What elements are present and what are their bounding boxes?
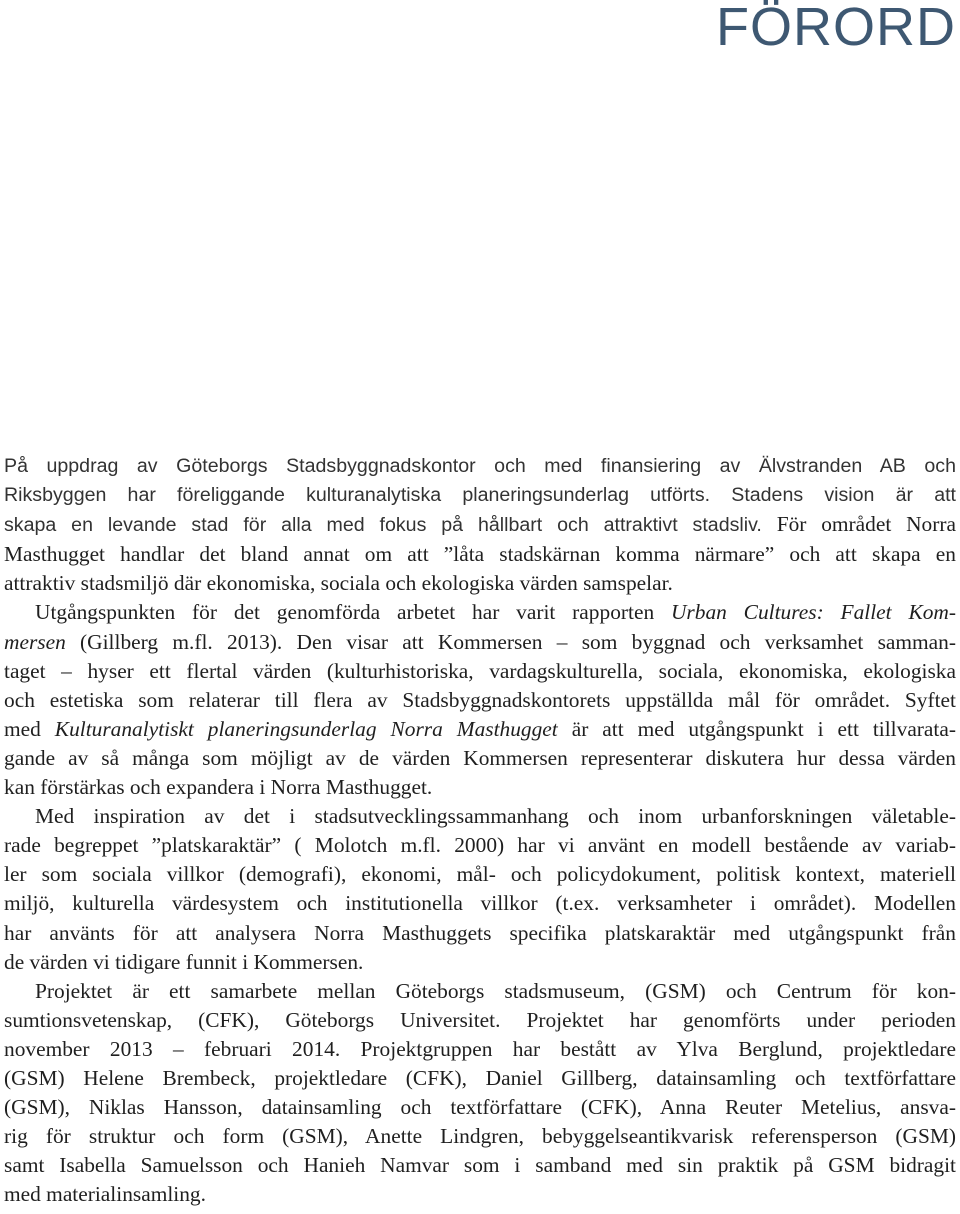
paragraph-3-line: rade begreppet ”platskaraktär” ( Molotch m.fl. 2000) har vi använt en modell bestående av variab- [4,833,956,858]
report-title-continued: mersen [4,629,66,654]
paragraph-2-line: och estetiska som relaterar till flera av Stadsbyggnadskontorets uppställda mål för området. Syftet [4,687,956,712]
paragraph-2-text: är att med utgångspunkt i ett tillvarata- [557,716,956,741]
paragraph-4-line: sumtionsvetenskap, (CFK), Göteborgs Universitet. Projektet har genomförts under perioden [4,1007,956,1032]
paragraph-1-line: Riksbyggen har föreliggande kulturanalytiska planeringsunderlag utförts. Stadens vision är att [4,484,956,507]
paragraph-4-line: (GSM) Helene Brembeck, projektledare (CFK), Daniel Gillberg, datainsamling och textförfattare [4,1065,956,1090]
paragraph-4-line: Projektet är ett samarbete mellan Göteborgs stadsmuseum, (GSM) och Centrum för kon- [35,978,956,1003]
page-title: FÖRORD [716,0,956,57]
paragraph-3 [4,802,956,977]
paragraph-1-line: På uppdrag av Göteborgs Stadsbyggnadskontor och med finansiering av Älvstranden AB och [4,455,956,477]
paragraph-4 [4,977,956,1210]
paragraph-2-line [4,598,956,627]
paragraph-1-line-sans-part: skapa en levande stad för alla med fokus på hållbart och attraktivt stadsliv. [4,514,762,537]
paragraph-3-line: har använts för att analysera Norra Masthuggets specifika platskaraktär med utgångspunkt från [4,920,956,945]
paragraph-2-text: Utgångspunkten för det genomförda arbetet har varit rapporten [35,600,671,625]
report-title: Urban Cultures: Fallet Kom- [670,600,956,625]
paragraph-1 [4,452,956,598]
paragraph-2-line [4,628,956,657]
paragraph-3-line: Med inspiration av det i stadsutvecklingssammanhang och inom urbanforskningen väletable- [35,804,956,829]
paragraph-4-line: (GSM), Niklas Hansson, datainsamling och textförfattare (CFK), Anna Reuter Metelius, ansva- [4,1095,956,1120]
paragraph-2-text: (Gillberg m.fl. 2013). Den visar att Kommersen – som byggnad och verksamhet samman- [65,629,956,654]
paragraph-3-line: ler som sociala villkor (demografi), ekonomi, mål- och policydokument, politisk kontext, materiell [4,862,956,887]
paragraph-2 [4,598,956,802]
paragraph-2-line: taget – hyser ett flertal värden (kulturhistoriska, vardagskulturella, sociala, ekonomiska, ekologiska [4,658,956,683]
paragraph-4-line: samt Isabella Samuelsson och Hanieh Namvar som i samband med sin praktik på GSM bidragit [4,1153,956,1178]
foreword-body [4,452,956,1209]
paragraph-3-line: miljö, kulturella värdesystem och institutionella villkor (t.ex. verksamheter i området). Modellen [4,891,956,916]
paragraph-4-line: november 2013 – februari 2014. Projektgruppen har bestått av Ylva Berglund, projektledare [4,1036,956,1061]
paragraph-1-line [4,510,956,540]
paragraph-3-line: de värden vi tidigare funnit i Kommersen. [4,949,364,974]
paragraph-1-line: attraktiv stadsmiljö där ekonomiska, sociala och ekologiska värden samspelar. [4,571,673,596]
paragraph-1-line: Masthugget handlar det bland annat om att ”låta stadskärnan komma närmare” och att skapa en [4,542,956,567]
paragraph-1-line-serif-part: För området Norra [776,512,956,537]
paragraph-2-line: gande av så många som möjligt av de värden Kommersen representerar diskutera hur dessa värden [4,745,956,770]
paragraph-2-line [4,715,956,744]
paragraph-2-line: kan förstärkas och expandera i Norra Masthugget. [4,775,433,800]
paragraph-2-text: med [4,716,55,741]
document-title: Kulturanalytiskt planeringsunderlag Norra Masthugget [54,716,558,741]
paragraph-4-line: rig för struktur och form (GSM), Anette Lindgren, bebyggelseantikvarisk referensperson (GSM) [4,1124,956,1149]
paragraph-4-line: med materialinsamling. [4,1182,206,1207]
